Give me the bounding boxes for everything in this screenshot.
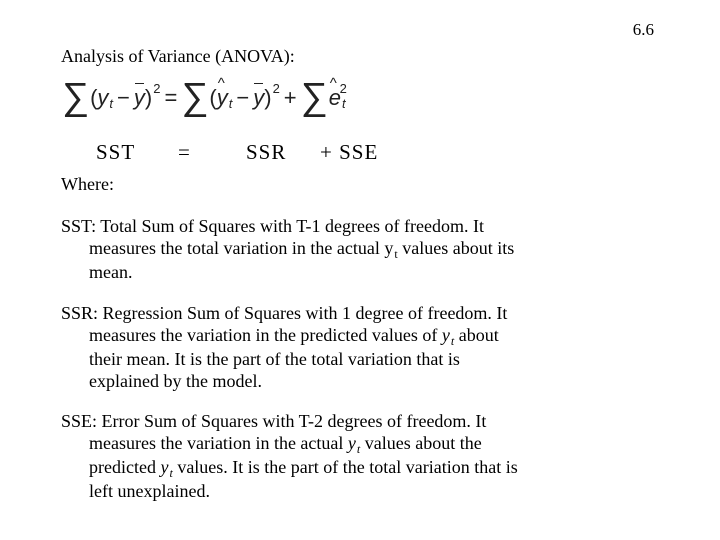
formula-minus: − <box>117 85 130 110</box>
definition-line: measures the variation in the predicted values of $y_t$ about <box>89 325 499 348</box>
formula-open-paren: ( <box>209 85 217 110</box>
formula-equals: = <box>164 85 178 110</box>
definition-line: SSR: Regression Sum of Squares with 1 degree of freedom. It <box>61 303 508 323</box>
sum-symbol: ∑ <box>62 76 90 118</box>
term-ssr: SSR <box>246 140 287 164</box>
formula-close-paren: ) <box>264 85 272 110</box>
formula-y: y <box>97 85 109 110</box>
definition-line: predicted $y_t$ values. It is the part of the total variation that is <box>89 457 518 480</box>
formula-ehat: ^ e <box>329 78 341 118</box>
formula-close-paren: ) <box>144 85 153 110</box>
term-equals: = <box>178 140 191 164</box>
definition-line: SST: Total Sum of Squares with T-1 degrees of freedom. It <box>61 216 484 236</box>
definition-line: their mean. It is the part of the total variation that is <box>89 349 460 369</box>
formula-square: 2 <box>153 81 161 96</box>
definition-line: explained by the model. <box>89 371 262 391</box>
formula-minus: − <box>236 85 250 110</box>
definition-line: mean. <box>89 262 133 282</box>
definition-ssr <box>61 302 581 392</box>
page-number: 6.6 <box>632 20 654 39</box>
term-plus-sse: + SSE <box>320 140 379 164</box>
sum-symbol: ∑ <box>181 76 209 118</box>
formula-plus: + <box>283 85 297 110</box>
formula-ybar: y <box>253 78 264 118</box>
where-label: Where: <box>61 174 114 194</box>
sum-symbol: ∑ <box>300 76 328 118</box>
formula-square: 2 <box>272 81 280 96</box>
formula-ybar: y <box>134 78 145 118</box>
definition-line: measures the total variation in the actual $y_t$ values about its <box>89 238 515 261</box>
formula-yhat: ^ y <box>217 78 228 118</box>
anova-formula <box>62 78 347 118</box>
term-sst: SST <box>96 140 136 164</box>
definition-line: measures the variation in the actual $y_t$ values about the <box>89 433 482 456</box>
formula-sub-t: t <box>228 96 233 111</box>
definition-line: left unexplained. <box>89 481 210 501</box>
formula-sub-t: t <box>109 96 114 111</box>
page-title: Analysis of Variance (ANOVA): <box>61 46 295 66</box>
definition-sst <box>61 215 581 283</box>
formula-square: 2 <box>339 81 347 96</box>
definition-sse <box>61 410 581 502</box>
definition-line: SSE: Error Sum of Squares with T-2 degrees of freedom. It <box>61 411 487 431</box>
formula-sub-t: t <box>342 96 346 111</box>
formula-open-paren: ( <box>90 85 98 110</box>
